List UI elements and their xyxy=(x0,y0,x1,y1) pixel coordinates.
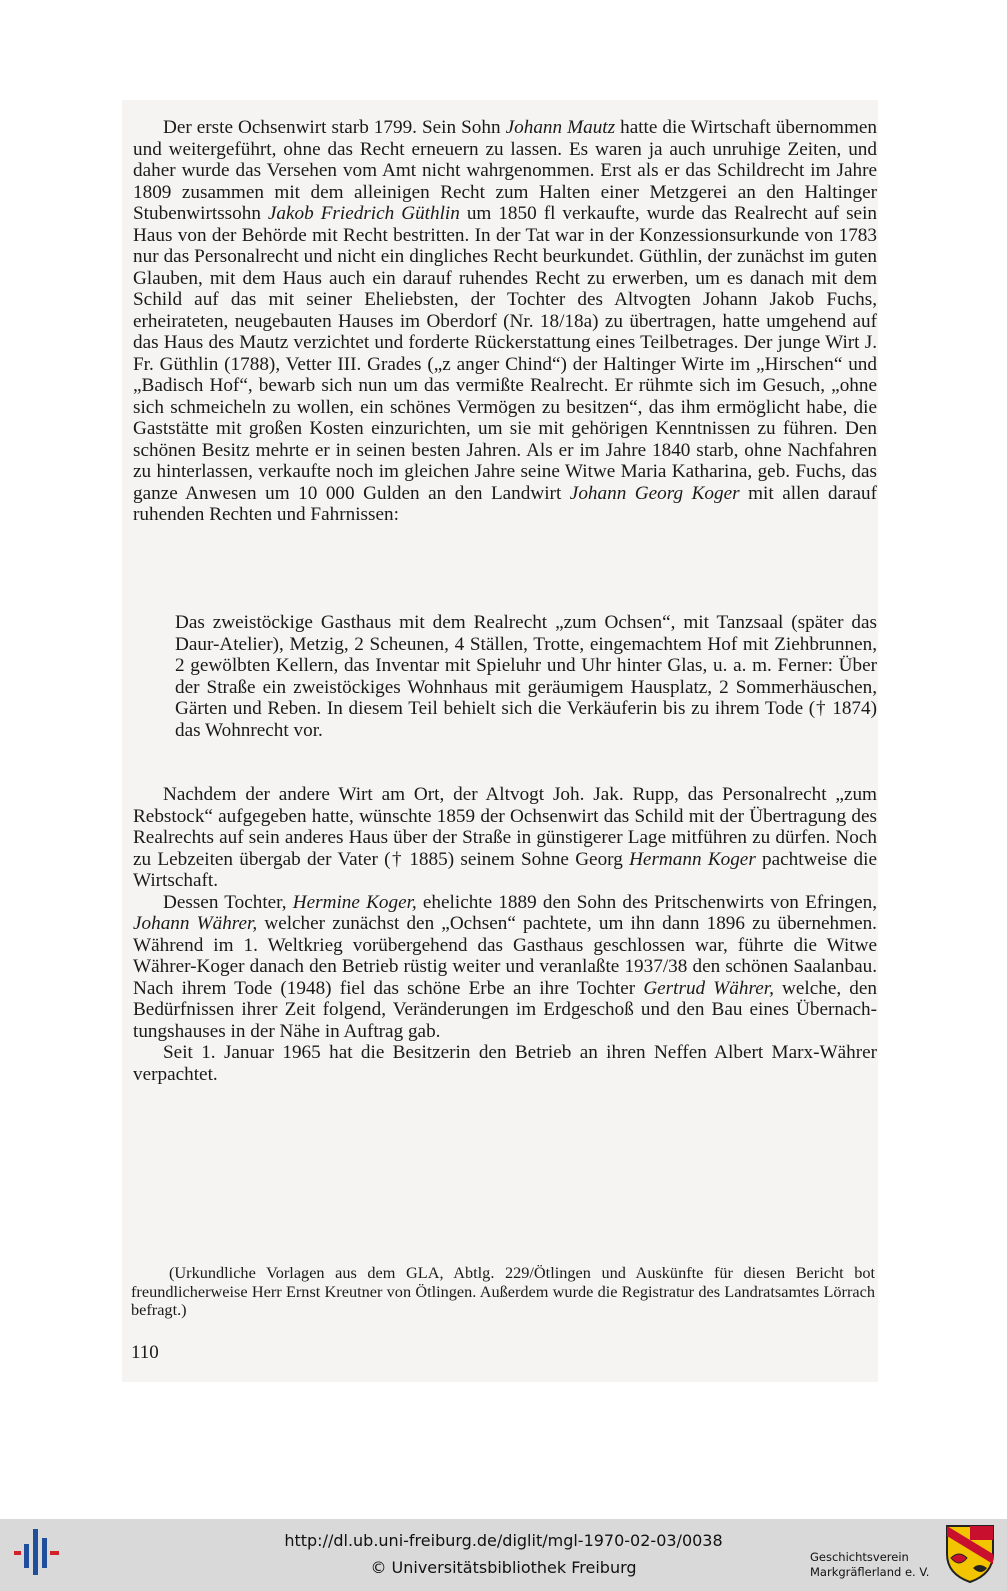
text-run: um 1850 fl verkaufte, wurde das Realrecht auf sein Haus von der Behörde mit Recht bestritten. In der Tat war in der Konzessionsurkunde von 1783 nur das Personalrecht und nicht ein dingliches Recht beurkundet. Güthlin, der zunächst im guten Glauben, mit dem Haus auch ein darauf ruhendes Recht zu erwerben, um es danach mit dem Schild auf das mit seiner Eheliebsten, der Tochter des Altvogten Johann Jakob Fuchs, erheirateten, neugebauten Hauses im Oberdorf (Nr. 18/18a) zu übertragen, hatte umgehend auf das Haus des Mautz verzichtet und forderte Rückerstattung eines Teilbetrages. Der junge Wirt J. Fr. Güthlin (1788), Vetter III. Grades („z anger Chind“) der Haltinger Wirte im „Hirschen“ und „Badisch Hof“, bewarb sich nun um das vermißte Realrecht. Er rühmte sich im Gesuch, „ohne sich schmeicheln zu wollen, ein schönes Vermögen zu besitzen“, das ihm ermöglicht habe, die Gaststätte mit großen Kosten einzurichten, um sie mit gehörigen Kenntnissen zu führen. Den schönen Besitz mehrte er in seinen besten Jahren. Als er im Jahre 1840 starb, ohne Nachfahren zu hinterlassen, verkaufte noch im gleichen Jahre seine Witwe Maria Katharina, geb. Fuchs, das ganze Anwesen um 10 000 Gulden an den Landwirt xyxy=(133,203,877,504)
body-text xyxy=(133,117,877,526)
paragraph-1 xyxy=(133,117,877,526)
text-run: Nachdem der andere Wirt am Ort, der Altvogt Joh. Jak. Rupp, das Personalrecht „zum Rebstock“ aufgegeben hatte, wünschte 1859 der Ochsenwirt das Schild mit der Übertragung des Realrechts auf sein anderes Haus über der Straße in günstigerer Lage mitführen zu dürfen. Noch zu Lebzeiten übergab der Vater († 1885) seinem Sohne Georg xyxy=(133,784,877,870)
permalink-url[interactable]: http://dl.ub.uni-freiburg.de/diglit/mgl-1970-02-03/0038 xyxy=(284,1531,723,1550)
text-run: Der erste Ochsenwirt starb 1799. Sein Sohn xyxy=(163,117,506,138)
page-number: 110 xyxy=(131,1342,159,1363)
footnote-text: (Urkundliche Vorlagen aus dem GLA, Abtlg. 229/Ötlingen und Auskünfte für diesen Bericht bot freundlicherweise Herr Ernst Kreutner von Ötlingen. Außerdem wurde die Registratur des Landratsamtes Lörrach befragt.) xyxy=(131,1263,875,1319)
body-text-2 xyxy=(133,784,877,1085)
text-run: Dessen Tochter, xyxy=(163,891,293,913)
text-run: hatte die Wirtschaft übernommen und weitergeführt, ohne das Recht erneuern zu lassen. Es waren ja auch unruhige Zeiten, und daher wurde das Versehen vom Amt nicht wahrgenommen. Erst als er das Schildrecht im Jahre 1809 zusammen mit dem alleinigen Recht zum Halten einer Metzgerei an den Haltinger Stubenwirtssohn xyxy=(133,117,877,224)
paragraph-4: Seit 1. Januar 1965 hat die Besitzerin den Betrieb an ihren Neffen Albert Marx-Währer verpachtet. xyxy=(133,1042,877,1085)
name-johann-georg-koger: Johann Georg Koger xyxy=(569,482,740,504)
name-hermann-koger: Hermann Koger xyxy=(629,848,756,870)
name-hermine-koger: Hermine Koger, xyxy=(292,891,417,913)
text-run: welcher zunächst den „Ochsen“ pachtete, um ihn dann 1896 zu übernehmen. Während im 1. Weltkrieg vorübergehend das Gasthaus geschlossen war, führte die Witwe Währer-Koger danach den Betrieb rüstig weiter und veranlaßte 1937/38 den schönen Saalanbau. Nach ihrem Tode (1948) fiel das schöne Erbe an ihre Tochter xyxy=(133,913,877,999)
text-run: ehelichte 1889 den Sohn des Pritschenwirts von Efringen, xyxy=(416,891,877,913)
name-gertrud-waehrer: Gertrud Währer, xyxy=(643,977,774,999)
text-run: mit allen darauf ruhenden Rechten und Fahrnissen: xyxy=(133,482,877,525)
footnote xyxy=(131,1264,875,1320)
text-run: welche, den Bedürfnissen ihrer Zeit folgend, Veränderungen im Erdgeschoß und den Bau eines Übernachtungshauses in der Nähe in Auftrag gab. xyxy=(133,977,877,1042)
coat-of-arms-icon[interactable] xyxy=(945,1524,995,1584)
society-name xyxy=(810,1550,940,1580)
block-quote xyxy=(175,612,877,741)
quote-text: Das zweistöckige Gasthaus mit dem Realrecht „zum Ochsen“, mit Tanzsaal (später das Daur-Atelier), Metzig, 2 Scheunen, 4 Ställen, Trotte, eingemachtem Hof mit Ziehbrunnen, 2 gewölbten Kellern, das Inventar mit Spieluhr und Uhr hinter Glas, u. a. m. Ferner: Über der Straße ein zweistöckiges Wohnhaus mit geräumigem Hausplatz, 2 Sommerhäuschen, Gärten und Reben. In diesem Teil behielt sich die Verkäuferin bis zu ihrem Tode († 1874) das Wohnrecht vor. xyxy=(175,612,877,741)
paragraph-3 xyxy=(133,892,877,1043)
paragraph-2 xyxy=(133,784,877,892)
name-jakob-friedrich-guethlin: Jakob Friedrich Güthlin xyxy=(267,203,460,224)
society-line-2: Markgräflerland e. V. xyxy=(810,1565,930,1579)
name-johann-waehrer: Johann Währer, xyxy=(133,913,258,934)
copyright-text: © Universitätsbibliothek Freiburg xyxy=(370,1558,637,1577)
society-line-1: Geschichtsverein xyxy=(810,1550,909,1564)
text-run: pachtweise die Wirtschaft. xyxy=(133,848,878,891)
name-johann-mautz: Johann Mautz xyxy=(505,117,616,138)
